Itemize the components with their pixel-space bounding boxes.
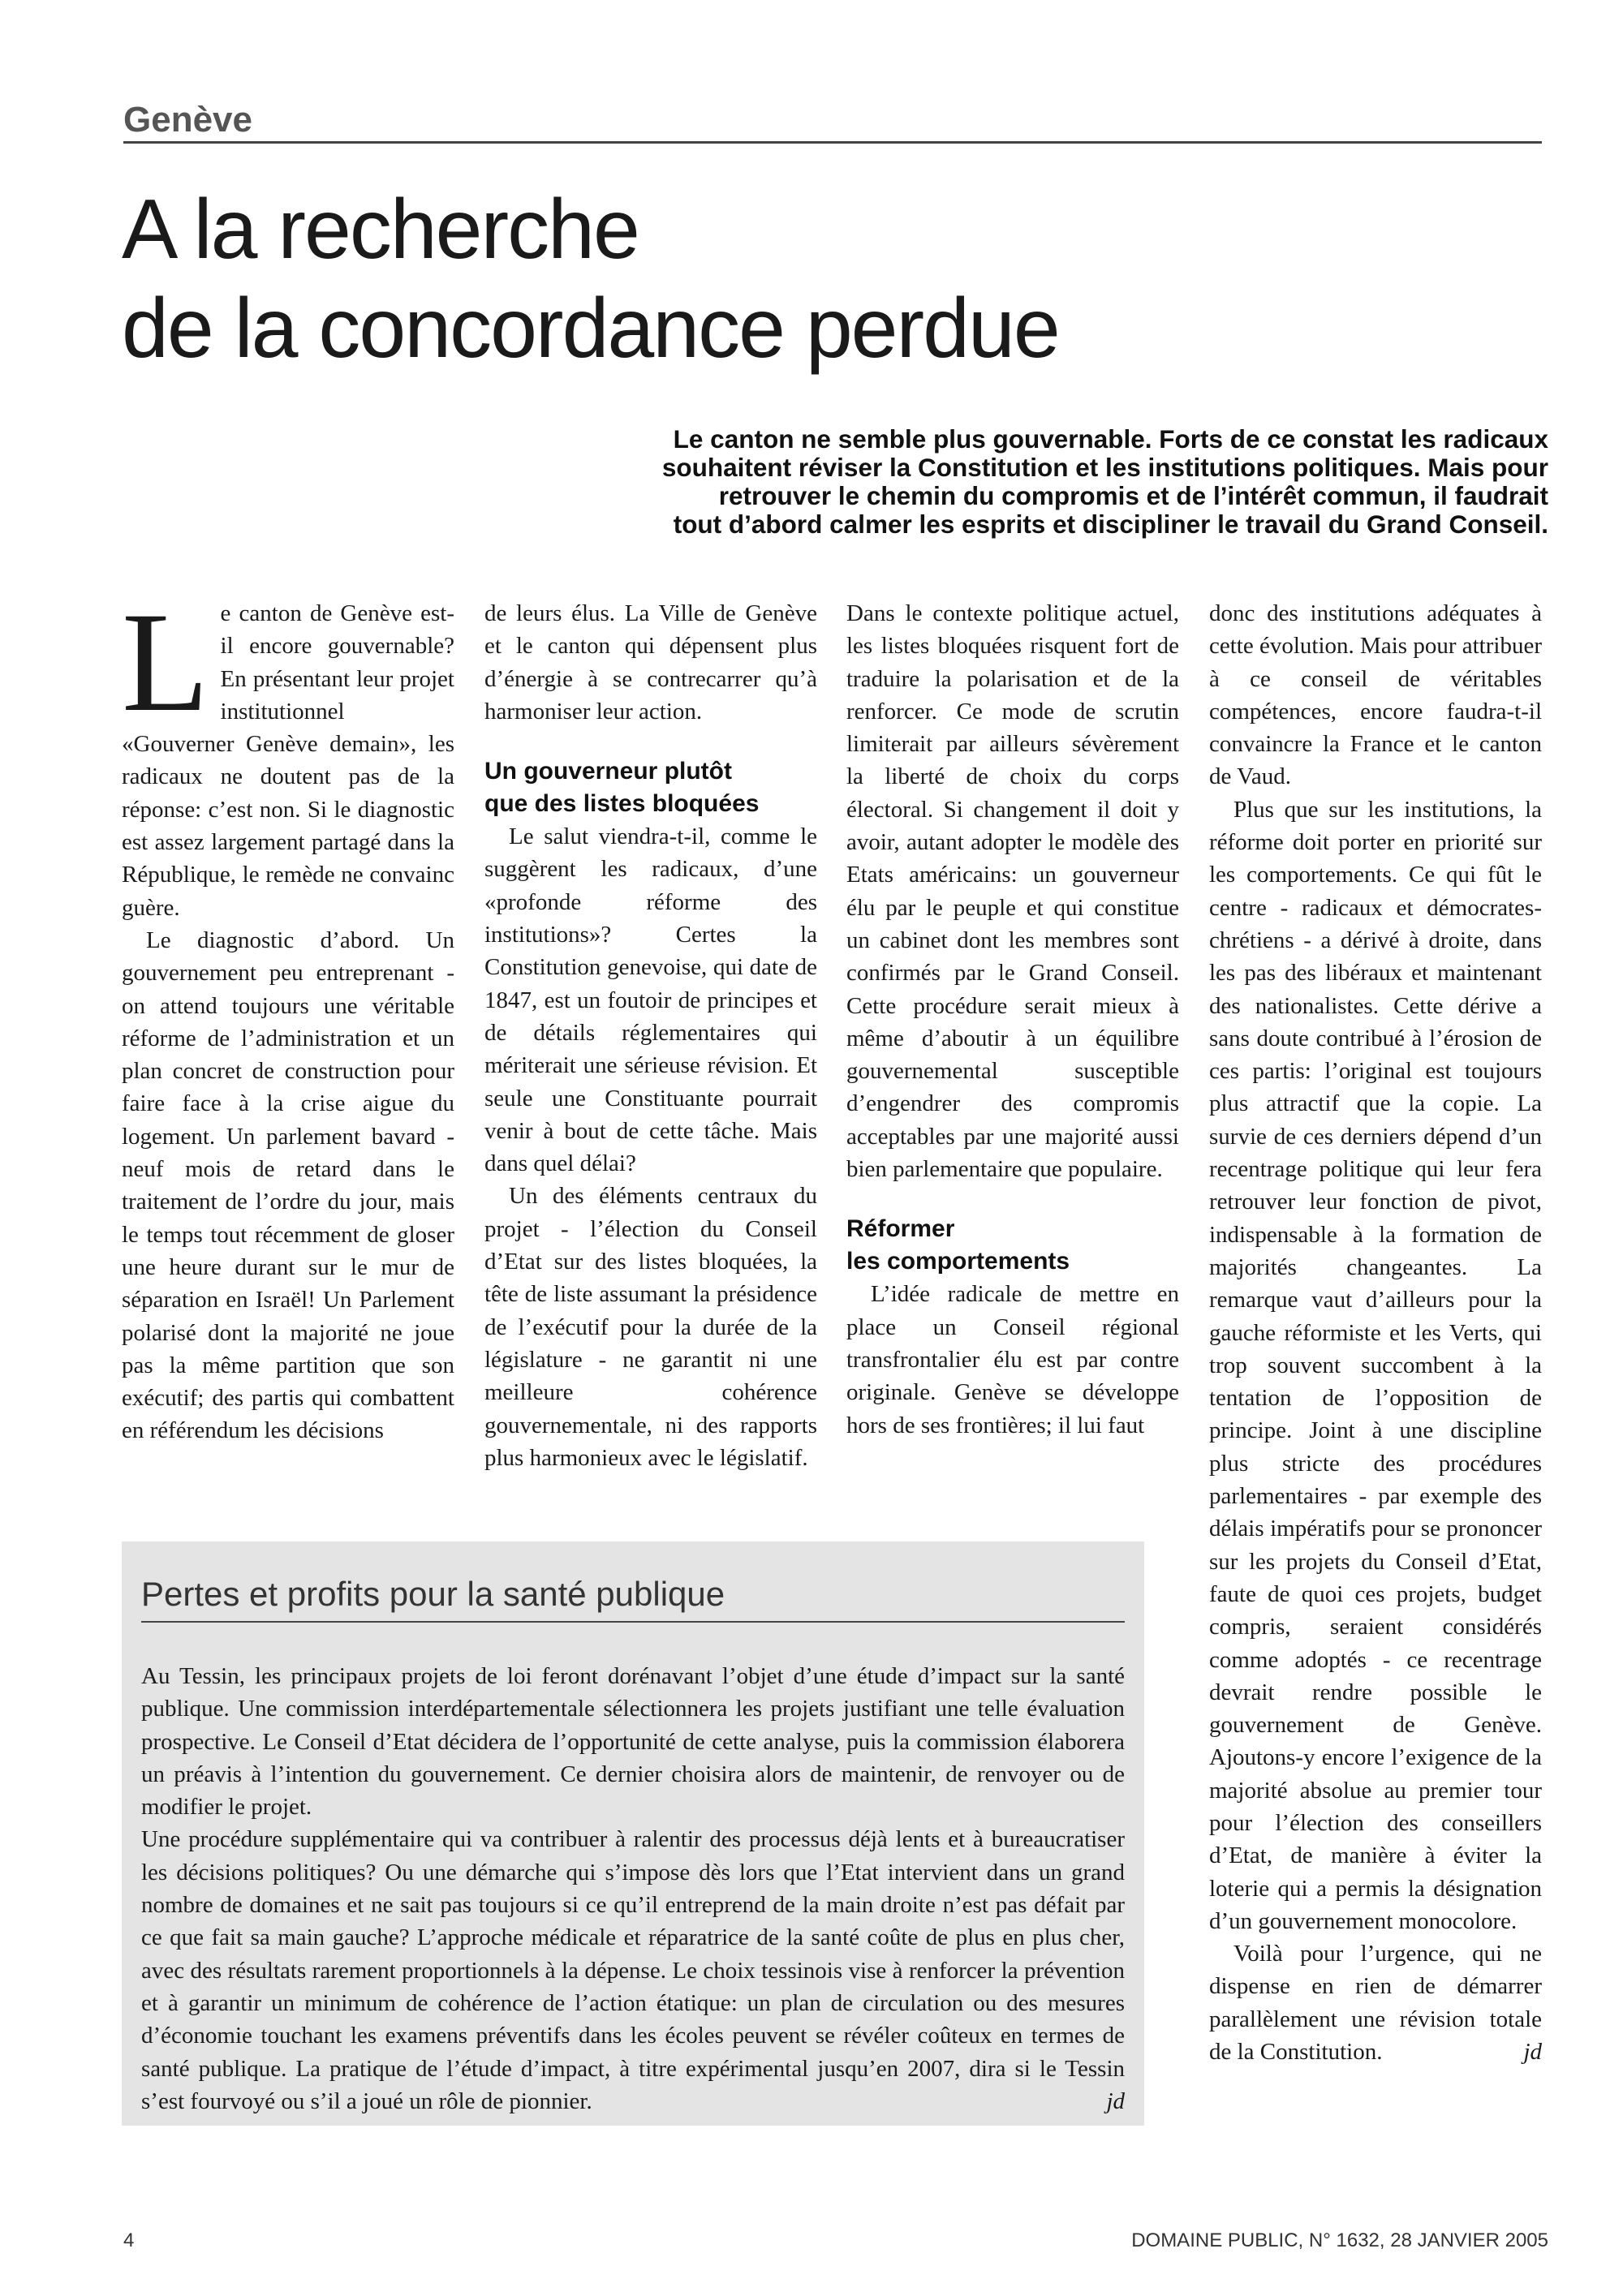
drop-cap: L (122, 583, 209, 742)
sidebar-box-paragraph (141, 1823, 1125, 2118)
article-paragraph (122, 583, 454, 924)
article-lead-line-1: Le canton ne semble plus gouvernable. Forts de ce constat les radicaux (673, 424, 1548, 454)
article-subhead-line-2: que des listes bloquées (484, 790, 760, 818)
sidebar-box-body (141, 1660, 1125, 2118)
article-title-line-1: A la recherche (122, 183, 639, 277)
page-number: 4 (123, 2229, 135, 2251)
article-subhead-line-1: Un gouverneur plutôt (484, 758, 732, 785)
article-paragraph: Le salut viendra-t-il, comme le suggèrent les radicaux, d’une «profonde réforme des institutions»? Certes la Constitution genevoise, qui date de 1847, est un foutoir de principes et de détails réglementaires qui mériterait une sérieuse révision. Et seule une Constituante pourrait venir à bout de cette tâche. Mais dans quel délai? (484, 823, 817, 1177)
article-lead (454, 425, 1548, 539)
article-lead-line-3: retrouver le chemin du compromis et de l’intérêt commun, il faudrait (718, 481, 1548, 510)
article-subhead-line-1: Réformer (846, 1215, 955, 1243)
article-paragraph: de leurs élus. La Ville de Genève et le canton qui dépensent plus d’énergie à se contrecarrer qu’à harmoniser leur action. (484, 600, 817, 724)
article-column-3 (846, 597, 1179, 1442)
article-title-line-2: de la concordance perdue (122, 282, 1059, 376)
article-column-2 (484, 597, 817, 1474)
author-signature: jd (1106, 2087, 1125, 2114)
sidebar-box-paragraph-text: Une procédure supplémentaire qui va contribuer à ralentir des processus déjà lents et à bureaucratiser les décisions politiques? Ou une démarche qui s’impose dès lors que l’Etat intervient dans un grand nombre de domaines et ne sait pas toujours si ce qu’il entreprend de la main droite n’est pas défait par ce que fait sa main gauche? L’approche médicale et réparatrice de la santé coûte de plus en plus cher, avec des résultats rarement proportionnels à la dépense. Le choix tessinois vise à renforcer la prévention et à garantir un minimum de cohérence de l’action étatique: un plan de circulation ou des mesures d’économie touchant les examens préventifs dans les écoles peuvent se révéler coûteux en termes de santé publique. La pratique de l’étude d’impact, à titre expérimental jusqu’en 2007, dira si le Tessin s’est fourvoyé ou s’il a joué un rôle de pionnier. (141, 1826, 1125, 2114)
article-subhead (846, 1213, 1179, 1278)
article-paragraph-text: e canton de Genève est-il encore gouvernable? En présentant leur projet institutionnel «Gouverner Genève demain», les radicaux ne doutent pas de la réponse: c’est non. Si le diagnostic est assez largement partagé dans la République, le remède ne convainc guère. (122, 600, 454, 921)
article-paragraph: Un des éléments centraux du projet - l’élection du Conseil d’Etat sur des listes bloquées, la tête de liste assumant la présidence de l’exécutif pour la durée de la législature - ne garantit ni une meilleure cohérence gouvernementale, ni des rapports plus harmonieux avec le législatif. (484, 1183, 817, 1471)
article-column-4 (1209, 597, 1542, 2068)
article-subhead-line-2: les comportements (846, 1248, 1070, 1275)
author-signature: jd (1523, 2039, 1542, 2066)
sidebar-box (122, 1541, 1144, 2126)
article-paragraph: L’idée radicale de mettre en place un Conseil régional transfrontalier élu est par contre originale. Genève se développe hors de ses frontières; il lui faut (846, 1281, 1179, 1438)
article-paragraph (1209, 1937, 1542, 2068)
article-paragraph-text: Voilà pour l’urgence, qui ne dispense en rien de démarrer parallèlement une révision totale de la Constitution. (1209, 1941, 1542, 2066)
article-title (122, 180, 1420, 378)
article-column-1 (122, 583, 454, 1447)
section-label: Genève (123, 99, 1542, 144)
article-lead-line-2: souhaitent réviser la Constitution et les institutions politiques. Mais pour (661, 453, 1548, 482)
article-subhead (484, 755, 817, 820)
article-paragraph: Le diagnostic d’abord. Un gouvernement peu entreprenant - on attend toujours une véritable réforme de l’administration et un plan concret de construction pour faire face à la crise aigue du logement. Un parlement bavard - neuf mois de retard dans le traitement de l’ordre du jour, mais le temps tout récemment de gloser une heure durant sur le mur de séparation en Israël! Un Parlement polarisé dont la majorité ne joue pas la même partition que son exécutif; des partis qui combattent en référendum les décisions (122, 927, 454, 1444)
sidebar-box-paragraph: Au Tessin, les principaux projets de loi feront dorénavant l’objet d’une étude d’impact sur la santé publique. Une commission interdépartementale sélectionnera les projets justifiant une telle évaluation prospective. Le Conseil d’Etat décidera de l’opportunité de cette analyse, puis la commission élaborera un préavis à l’intention du gouvernement. Ce dernier choisira alors de maintenir, de renvoyer ou de modifier le projet. (141, 1663, 1125, 1821)
article-paragraph: Dans le contexte politique actuel, les listes bloquées risquent fort de traduire la polarisation et de la renforcer. Ce mode de scrutin limiterait par ailleurs sévèrement la liberté de choix du corps électoral. Si changement il doit y avoir, autant adopter le modèle des Etats américains: un gouverneur élu par le peuple et qui constitue un cabinet dont les membres sont confirmés par le Grand Conseil. Cette procédure serait mieux à même d’aboutir à un équilibre gouvernemental susceptible d’engendrer des compromis acceptables par une majorité aussi bien parlementaire que populaire. (846, 600, 1179, 1183)
sidebar-box-title: Pertes et profits pour la santé publique (141, 1572, 1125, 1623)
article-lead-line-4: tout d’abord calmer les esprits et discipliner le travail du Grand Conseil. (673, 510, 1548, 539)
publication-info: DOMAINE PUBLIC, N° 1632, 28 JANVIER 2005 (1131, 2229, 1548, 2251)
article-paragraph: donc des institutions adéquates à cette évolution. Mais pour attribuer à ce conseil de véritables compétences, encore faudra-t-il convaincre la France et le canton de Vaud. (1209, 600, 1542, 790)
article-paragraph: Plus que sur les institutions, la réforme doit porter en priorité sur les comportements. Ce qui fût le centre - radicaux et démocrates-chrétiens - a dérivé à droite, dans les pas des libéraux et maintenant des nationalistes. Cette dérive a sans doute contribué à l’érosion de ces partis: l’original est toujours plus attractif que la copie. La survie de ces derniers dépend d’un recentrage politique qui leur fera retrouver leur fonction de pivot, indispensable à la formation de majorités changeantes. La remarque vaut d’ailleurs pour la gauche réformiste et les Verts, qui trop souvent succombent à la tentation de l’opposition de principe. Joint à une discipline plus stricte des procédures parlementaires - par exemple des délais impératifs pour se prononcer sur les projets du Conseil d’Etat, faute de quoi ces projets, budget compris, seraient considérés comme adoptés - ce recentrage devrait rendre possible le gouvernement de Genève. Ajoutons-y encore l’exigence de la majorité absolue au premier tour pour l’élection des conseillers d’Etat, de manière à éviter la loterie qui a permis la désignation d’un gouvernement monocolore. (1209, 796, 1542, 1934)
